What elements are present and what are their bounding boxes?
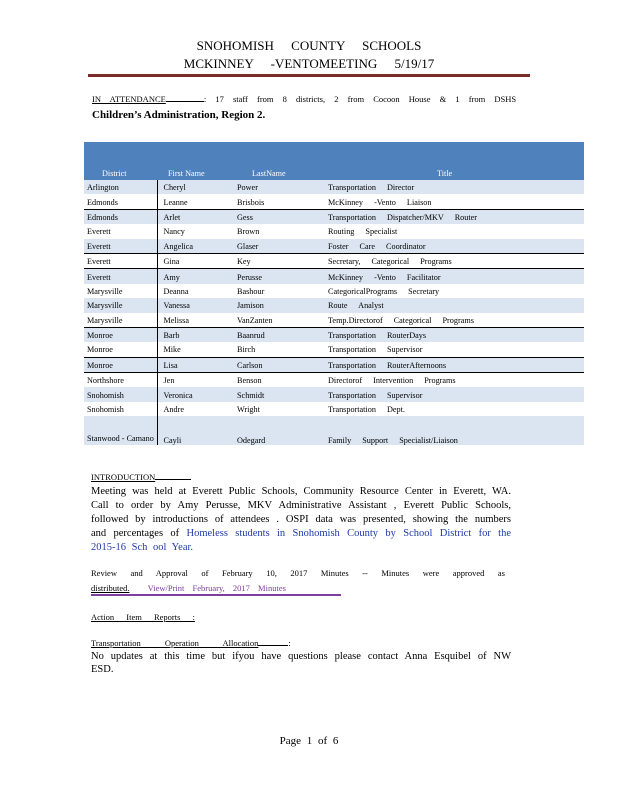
cell-last-name: VanZanten <box>237 315 273 325</box>
cell-last-name: Baanrud <box>234 327 323 342</box>
cell-district: Marysville <box>84 313 157 328</box>
cell-district: Edmonds <box>84 209 157 224</box>
cell-last-name: Carlson <box>234 357 323 372</box>
introduction-heading <box>91 472 191 482</box>
introduction-heading-text: INTRODUCTION <box>91 472 156 482</box>
cell-last-name: Brown <box>237 227 260 237</box>
cell-last-name: Gess <box>234 209 323 224</box>
cell-first-name: Amy <box>157 269 234 284</box>
cell-first-name: Angelica <box>157 239 234 254</box>
homeless-students-link[interactable]: Homeless students in Snohomish County by School District for the 2015-16 Sch ool Year. <box>91 528 511 553</box>
cell-district: Marysville <box>84 284 157 298</box>
table-row <box>84 342 584 357</box>
cell-district: Monroe <box>84 357 157 372</box>
col-header-title: Title <box>323 142 584 180</box>
cell-last-name: Odegard <box>234 416 323 445</box>
cell-last-name: Birch <box>237 345 256 355</box>
introduction-text: Meeting was held at Everett Public Schools, Community Resource Center in Everett, WA. Call to order by Amy Perusse, MKV Administrative Assistant , Everett Public Schools, followed by introductions of attendees . OSPI data was presented, showing the numbers and percentages of <box>91 486 511 539</box>
table-row <box>84 313 584 328</box>
table-row <box>84 373 584 388</box>
cell-first-name: Nancy <box>163 227 185 237</box>
cell-title: Family Support Specialist/Liaison <box>323 416 584 445</box>
cell-last-name: Jamison <box>234 298 323 312</box>
table-header-row <box>84 142 584 180</box>
table-row <box>84 284 584 298</box>
cell-title: Foster Care Coordinator <box>323 239 584 254</box>
review-line-2 <box>91 583 286 593</box>
cell-last-name: Key <box>234 253 323 268</box>
cell-last-name: Bashour <box>237 286 265 296</box>
cell-district: Everett <box>84 253 157 268</box>
col-header-first-name: First Name <box>157 142 234 180</box>
cell-first-name: Deanna <box>163 286 189 296</box>
cell-first-name: Gina <box>157 253 234 268</box>
cell-title: Route Analyst <box>323 298 584 312</box>
cell-district: Everett <box>84 269 157 284</box>
review-line-1: Review and Approval of February 10, 2017 Minutes -- Minutes were approved as <box>91 568 505 578</box>
cell-first-name: Arlet <box>157 209 234 224</box>
cell-title: Transportation Dispatcher/MKV Router <box>323 209 584 224</box>
cell-district: Monroe <box>84 342 157 357</box>
document-subtitle: MCKINNEY -VENTOMEETING 5/19/17 <box>183 56 435 71</box>
cell-first-name: Jen <box>157 373 234 388</box>
cell-district: Snohomish <box>84 402 157 416</box>
cell-first-name: Veronica <box>157 387 234 401</box>
cell-last-name: Schmidt <box>234 387 323 401</box>
cell-district: Marysville <box>84 298 157 312</box>
transportation-body: No updates at this time but ifyou have questions please contact Anna Esquibel of NW ESD. <box>91 651 511 675</box>
cell-first-name: Melissa <box>163 315 189 325</box>
cell-last-name: Wright <box>237 405 260 415</box>
review-distributed-text: distributed. <box>91 583 130 593</box>
cell-district: Arlington <box>84 180 157 194</box>
cell-first-name: Cheryl <box>157 180 234 194</box>
cell-title: McKinney -Vento Facilitator <box>323 269 584 284</box>
attendance-line-2: Children’s Administration, Region 2. <box>92 109 266 121</box>
cell-first-name: Vanessa <box>157 298 234 312</box>
cell-district: Northshore <box>84 373 157 388</box>
table-row <box>84 239 584 254</box>
review-purple-rule <box>91 594 341 596</box>
cell-last-name: Perusse <box>234 269 323 284</box>
action-item-heading: Action Item Reports : <box>91 612 195 622</box>
cell-last-name: Brisbois <box>237 197 265 207</box>
col-header-last-name: LastName <box>234 142 323 180</box>
transportation-heading <box>91 638 291 648</box>
document-title: SNOHOMISH COUNTY SCHOOLS <box>196 38 422 53</box>
attendance-label: IN ATTENDANCE <box>92 94 166 104</box>
cell-first-name: Leanne <box>163 197 188 207</box>
cell-title: Routing Specialist <box>328 227 398 237</box>
attendance-underline <box>166 101 204 102</box>
table-row <box>84 357 584 372</box>
table-row <box>84 298 584 312</box>
table-row <box>84 194 584 209</box>
transportation-heading-colon: : <box>288 638 291 648</box>
page-number: Page 1 of 6 <box>279 735 339 747</box>
transportation-heading-underline <box>258 645 288 646</box>
table-row <box>84 180 584 194</box>
table-row <box>84 416 584 445</box>
transportation-heading-text: Transportation Operation Allocation <box>91 638 259 648</box>
cell-last-name: Benson <box>234 373 323 388</box>
table-row <box>84 224 584 238</box>
view-print-minutes-link[interactable]: View/Print February, 2017 Minutes <box>147 583 286 593</box>
cell-title: Transportation Supervisor <box>323 387 584 401</box>
table-row <box>84 327 584 342</box>
cell-district: Stanwood - Camano <box>84 416 157 445</box>
attendance-text: : 17 staff from 8 districts, 2 from Cocoon House & 1 from DSHS <box>203 94 517 104</box>
table-row <box>84 387 584 401</box>
cell-first-name: Cayli <box>157 416 234 445</box>
cell-title: Transportation RouterDays <box>323 327 584 342</box>
cell-last-name: Glaser <box>234 239 323 254</box>
cell-district: Edmonds <box>84 194 157 209</box>
cell-first-name: Barb <box>157 327 234 342</box>
table-row <box>84 209 584 224</box>
cell-title: Directorof Intervention Programs <box>323 373 584 388</box>
introduction-heading-underline <box>155 479 191 480</box>
table-row <box>84 402 584 416</box>
header-divider <box>88 74 530 77</box>
table-row <box>84 269 584 284</box>
cell-title: Temp.Directorof Categorical Programs <box>328 315 474 325</box>
cell-title: Transportation RouterAfternoons <box>323 357 584 372</box>
cell-district: Everett <box>84 224 157 238</box>
cell-title: CategoricalPrograms Secretary <box>328 286 440 296</box>
cell-district: Monroe <box>84 327 157 342</box>
cell-title: McKinney -Vento Liaison <box>328 197 432 207</box>
cell-district: Snohomish <box>84 387 157 401</box>
cell-first-name: Andre <box>163 405 184 415</box>
cell-last-name: Power <box>234 180 323 194</box>
introduction-body <box>91 485 511 555</box>
table-row <box>84 253 584 268</box>
cell-title: Transportation Dept. <box>328 405 405 415</box>
cell-first-name: Mike <box>163 345 181 355</box>
cell-title: Transportation Director <box>323 180 584 194</box>
cell-title: Transportation Supervisor <box>328 345 423 355</box>
attendance-table <box>84 142 584 445</box>
col-header-district: District <box>84 142 157 180</box>
cell-district: Everett <box>84 239 157 254</box>
attendance-line <box>92 94 517 104</box>
cell-first-name: Lisa <box>157 357 234 372</box>
cell-title: Secretary, Categorical Programs <box>323 253 584 268</box>
